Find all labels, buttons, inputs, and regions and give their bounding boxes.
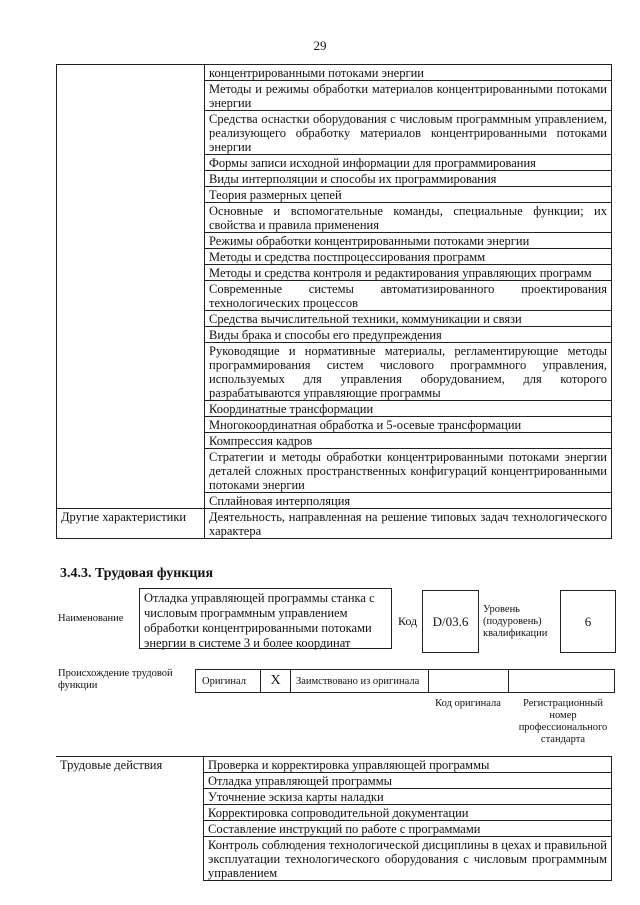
action-row xyxy=(56,757,612,773)
knowledge-item: Руководящие и нормативные материалы, регламентирующие методы программирования систем числового программного управления, используемых для управления оборудованием, для которого разрабатываются управляющие программы xyxy=(205,343,612,401)
knowledge-item: Компрессия кадров xyxy=(205,433,612,449)
code-original-cell xyxy=(429,670,509,692)
knowledge-item: Средства вычислительной техники, коммуникации и связи xyxy=(205,311,612,327)
other-characteristics-row xyxy=(57,509,612,539)
knowledge-item: Методы и режимы обработки материалов концентрированными потоками энергии xyxy=(205,81,612,111)
code-label: Код xyxy=(398,614,418,628)
action-item: Проверка и корректировка управляющей программы xyxy=(204,757,612,773)
level-value-box: 6 xyxy=(560,590,616,653)
function-name-box: Отладка управляющей программы станка с числовым программным управлением обработки концентрированными потоками энергии в системе 3 и более координат xyxy=(139,588,392,649)
page-number: 29 xyxy=(313,38,327,53)
actions-table xyxy=(56,756,612,881)
knowledge-item: Формы записи исходной информации для программирования xyxy=(205,155,612,171)
code-original-caption: Код оригинала xyxy=(435,698,501,709)
knowledge-item: Виды интерполяции и способы их программирования xyxy=(205,171,612,187)
action-item: Корректировка сопроводительной документации xyxy=(204,805,612,821)
knowledge-item: концентрированными потоками энергии xyxy=(205,65,612,81)
code-value-box: D/03.6 xyxy=(422,590,479,653)
knowledge-item: Средства оснастки оборудования с числовым программным управлением, реализующего обработку материалов концентрированными потоками энергии xyxy=(205,111,612,155)
knowledge-item: Многокоординатная обработка и 5-осевые трансформации xyxy=(205,417,612,433)
section-title: 3.4.3. Трудовая функция xyxy=(60,566,214,581)
knowledge-item: Современные системы автоматизированного проектирования технологических процессов xyxy=(205,281,612,311)
action-item: Уточнение эскиза карты наладки xyxy=(204,789,612,805)
knowledge-item: Координатные трансформации xyxy=(205,401,612,417)
knowledge-item: Методы и средства контроля и редактирования управляющих программ xyxy=(205,265,612,281)
knowledge-item: Методы и средства постпроцессирования программ xyxy=(205,249,612,265)
borrowed-cell: Заимствовано из оригинала xyxy=(291,670,429,692)
actions-label: Трудовые действия xyxy=(56,757,204,881)
knowledge-item: Виды брака и способы его предупреждения xyxy=(205,327,612,343)
action-item: Отладка управляющей программы xyxy=(204,773,612,789)
reg-number-cell xyxy=(509,670,614,692)
knowledge-label-cell xyxy=(57,65,205,509)
knowledge-item: Теория размерных цепей xyxy=(205,187,612,203)
origin-label: Происхождение трудовой функции xyxy=(58,668,173,691)
knowledge-item: Основные и вспомогательные команды, специальные функции; их свойства и правила применения xyxy=(205,203,612,233)
reg-number-caption: Регистрационный номер профессионального стандарта xyxy=(518,698,608,745)
other-characteristics-label: Другие характеристики xyxy=(57,509,205,539)
knowledge-row xyxy=(57,65,612,81)
knowledge-item: Стратегии и методы обработки концентрированными потоками энергии деталей сложных пространственных конфигураций концентрированными потоками энергии xyxy=(205,449,612,493)
original-cell: Оригинал xyxy=(196,670,261,692)
knowledge-item: Режимы обработки концентрированными потоками энергии xyxy=(205,233,612,249)
knowledge-item: Сплайновая интерполяция xyxy=(205,493,612,509)
action-item: Составление инструкций по работе с программами xyxy=(204,821,612,837)
origin-row xyxy=(195,669,615,693)
other-characteristics-text: Деятельность, направленная на решение типовых задач технологического характера xyxy=(205,509,612,539)
action-item: Контроль соблюдения технологической дисциплины в цехах и правильной эксплуатации технологического оборудования с числовым программным управлением xyxy=(204,837,612,881)
name-label: Наименование xyxy=(58,613,124,624)
original-mark: X xyxy=(261,670,291,692)
level-label: Уровень (подуровень) квалификации xyxy=(483,604,548,639)
knowledge-table xyxy=(56,64,612,539)
